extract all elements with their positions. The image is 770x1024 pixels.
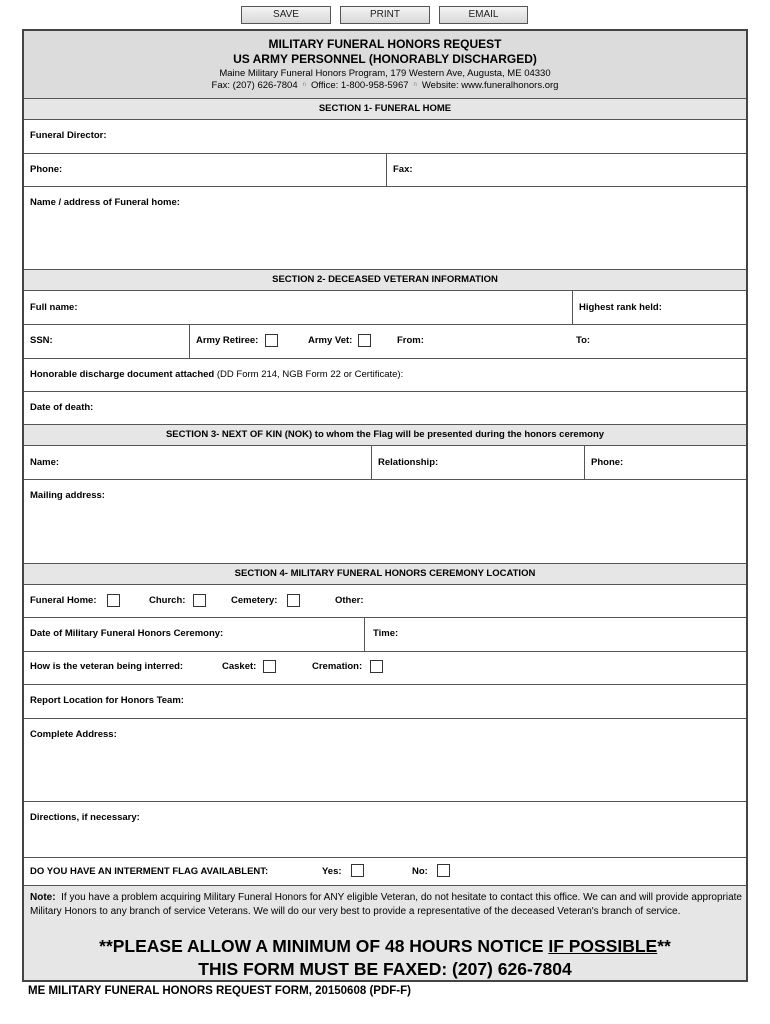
fax-instruction: THIS FORM MUST BE FAXED: (207) 626-7804 xyxy=(198,959,572,979)
other-label: Other: xyxy=(335,595,364,606)
army-vet-checkbox[interactable] xyxy=(358,334,371,347)
email-button[interactable]: EMAIL xyxy=(439,6,528,24)
flag-no-label: No: xyxy=(412,866,428,877)
discharge-document-note: (DD Form 214, NGB Form 22 or Certificate): xyxy=(216,369,404,380)
full-name-field[interactable] xyxy=(24,291,572,324)
notice-underlined: IF POSSIBLE xyxy=(548,936,658,956)
note-text: If you have a problem acquiring Military Funeral Honors for ANY eligible Veteran, do not hesitate to contact this office. We can and will provide appropriate Military Honors to any branch of service Veterans. We will do our very best to provide a representative of the deceased Veteran's branch of service. xyxy=(30,892,742,917)
flag-yes-checkbox[interactable] xyxy=(351,864,364,877)
army-retiree-checkbox[interactable] xyxy=(265,334,278,347)
ssn-field[interactable] xyxy=(24,325,189,358)
relationship-field[interactable] xyxy=(372,446,584,479)
website: Website: www.funeralhonors.org xyxy=(421,80,559,91)
funeral-home-checkbox[interactable] xyxy=(107,594,120,607)
directions-label: Directions, if necessary: xyxy=(30,812,140,823)
mailing-address-label: Mailing address: xyxy=(30,490,105,501)
full-name-label: Full name: xyxy=(30,302,78,313)
flag-yes-label: Yes: xyxy=(322,866,342,877)
flag-row xyxy=(24,858,746,886)
mailing-address-field[interactable] xyxy=(24,480,746,564)
nok-row xyxy=(24,446,746,480)
location-type-row xyxy=(24,585,746,618)
army-vet-label: Army Vet: xyxy=(308,335,353,346)
section3-header: SECTION 3- NEXT OF KIN (NOK) to whom the Flag will be presented during the honors ceremony xyxy=(24,425,746,446)
ceremony-date-field[interactable] xyxy=(24,618,364,651)
funeral-home-label: Funeral Home: xyxy=(30,595,97,606)
fax-number: Fax: (207) 626-7804 xyxy=(211,80,298,91)
army-retiree-label: Army Retiree: xyxy=(196,335,259,346)
funeral-director-field[interactable] xyxy=(24,120,746,154)
nok-phone-field[interactable] xyxy=(585,446,746,479)
form-subtitle: US ARMY PERSONNEL (HONORABLY DISCHARGED) xyxy=(233,52,537,66)
nok-phone-label: Phone: xyxy=(591,457,624,468)
cremation-label: Cremation: xyxy=(312,661,363,672)
to-label: To: xyxy=(576,335,591,346)
report-location-field[interactable] xyxy=(24,685,746,719)
note-box xyxy=(24,886,746,980)
contact-line xyxy=(24,80,746,91)
section1-header: SECTION 1- FUNERAL HOME xyxy=(24,99,746,120)
note-paragraph xyxy=(30,891,742,918)
discharge-document-label xyxy=(30,369,403,380)
highest-rank-field[interactable] xyxy=(573,291,746,324)
divider xyxy=(189,325,190,358)
funeral-home-address-field[interactable] xyxy=(24,187,746,270)
separator-dot: n xyxy=(413,82,417,89)
phone-field[interactable] xyxy=(24,154,386,186)
notice-heading xyxy=(24,936,746,957)
casket-checkbox[interactable] xyxy=(263,660,276,673)
notice-pre: **PLEASE ALLOW A MINIMUM OF 48 HOURS NOTICE xyxy=(99,936,549,956)
flag-question-label: DO YOU HAVE AN INTERMENT FLAG AVAILABLENT: xyxy=(30,866,269,877)
fax-label: Fax: xyxy=(393,164,413,175)
date-of-death-field[interactable] xyxy=(24,392,746,425)
print-button[interactable]: PRINT xyxy=(340,6,430,24)
toolbar xyxy=(0,6,770,24)
ceremony-time-field[interactable] xyxy=(365,618,746,651)
note-label: Note: xyxy=(30,892,56,903)
program-address: Maine Military Funeral Honors Program, 179 Western Ave, Augusta, ME 04330 xyxy=(219,68,551,79)
save-button[interactable]: SAVE xyxy=(241,6,331,24)
casket-label: Casket: xyxy=(222,661,257,672)
cemetery-checkbox[interactable] xyxy=(287,594,300,607)
ssn-row xyxy=(24,325,746,359)
interment-label: How is the veteran being interred: xyxy=(30,661,184,672)
office-number: Office: 1-800-958-5967 xyxy=(310,80,409,91)
funeral-home-address-label: Name / address of Funeral home: xyxy=(30,197,180,208)
relationship-label: Relationship: xyxy=(378,457,439,468)
fax-field[interactable] xyxy=(387,154,746,186)
phone-label: Phone: xyxy=(30,164,63,175)
notice-post: ** xyxy=(657,936,671,956)
complete-address-label: Complete Address: xyxy=(30,729,117,740)
funeral-director-label: Funeral Director: xyxy=(30,130,107,141)
interment-row xyxy=(24,652,746,685)
discharge-document-field[interactable] xyxy=(24,359,746,392)
cemetery-label: Cemetery: xyxy=(231,595,278,606)
funeral-honors-form xyxy=(22,29,748,982)
form-header xyxy=(24,31,746,99)
cremation-checkbox[interactable] xyxy=(370,660,383,673)
section2-header: SECTION 2- DECEASED VETERAN INFORMATION xyxy=(24,270,746,291)
complete-address-field[interactable] xyxy=(24,719,746,802)
highest-rank-label: Highest rank held: xyxy=(579,302,662,313)
ceremony-date-row xyxy=(24,618,746,652)
nok-name-field[interactable] xyxy=(24,446,371,479)
form-footer: ME MILITARY FUNERAL HONORS REQUEST FORM, 20150608 (PDF-F) xyxy=(28,985,411,997)
church-checkbox[interactable] xyxy=(193,594,206,607)
form-title: MILITARY FUNERAL HONORS REQUEST xyxy=(268,37,502,51)
report-location-label: Report Location for Honors Team: xyxy=(30,695,184,706)
ssn-label: SSN: xyxy=(30,335,53,346)
phone-fax-row xyxy=(24,154,746,187)
flag-no-checkbox[interactable] xyxy=(437,864,450,877)
full-name-row xyxy=(24,291,746,325)
from-label: From: xyxy=(397,335,424,346)
discharge-document-bold: Honorable discharge document attached xyxy=(30,369,215,380)
nok-name-label: Name: xyxy=(30,457,60,468)
date-of-death-label: Date of death: xyxy=(30,402,94,413)
ceremony-date-label: Date of Military Funeral Honors Ceremony: xyxy=(30,628,224,639)
church-label: Church: xyxy=(149,595,186,606)
section4-header: SECTION 4- MILITARY FUNERAL HONORS CEREMONY LOCATION xyxy=(24,564,746,585)
ceremony-time-label: Time: xyxy=(373,628,399,639)
directions-field[interactable] xyxy=(24,802,746,858)
separator-dot: n xyxy=(302,82,306,89)
